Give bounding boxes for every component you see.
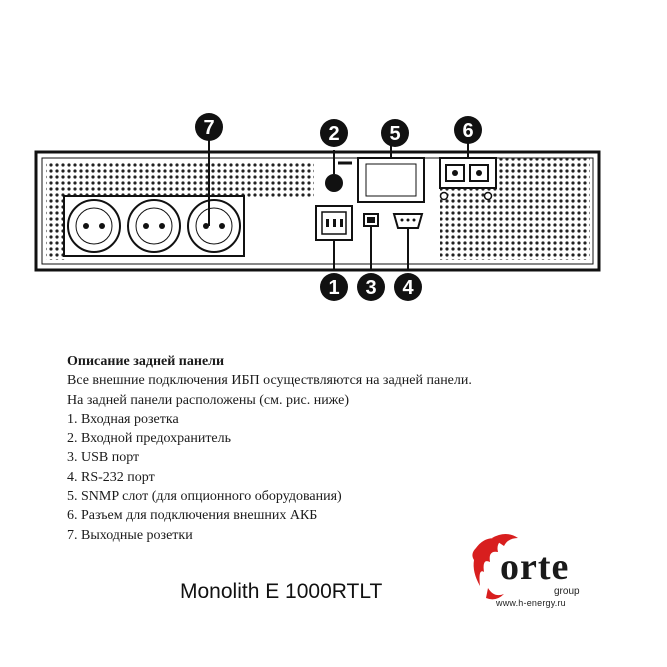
input-socket <box>316 206 352 240</box>
callout-5 <box>381 119 409 147</box>
model-name: Monolith E 1000RTLT <box>180 580 383 603</box>
callout-label: 1 <box>328 277 340 299</box>
description-line: 2. Входной предохранитель <box>67 431 232 447</box>
callout-6 <box>454 116 482 144</box>
callout-1 <box>320 273 348 301</box>
description-line: 3. USB порт <box>67 450 140 466</box>
rs232-port <box>394 214 422 228</box>
output-socket <box>128 200 180 252</box>
output-sockets <box>64 196 244 256</box>
description-heading: Описание задней панели <box>67 354 225 369</box>
output-socket <box>68 200 120 252</box>
callout-3 <box>357 273 385 301</box>
logo-website: www.h-energy.ru <box>496 598 566 608</box>
rear-panel-description <box>67 352 627 545</box>
description-line: 7. Выходные розетки <box>67 527 193 543</box>
callout-label: 2 <box>328 123 340 145</box>
usb-port <box>364 214 378 226</box>
description-line: 5. SNMP слот (для опционного оборудования) <box>67 489 342 505</box>
logo-word: orte <box>500 546 570 588</box>
callout-label: 5 <box>389 123 401 145</box>
callout-2 <box>320 119 348 147</box>
description-line: Все внешние подключения ИБП осуществляются на задней панели. <box>67 373 472 389</box>
description-line: 1. Входная розетка <box>67 411 179 427</box>
callout-7 <box>195 113 223 141</box>
callout-label: 6 <box>462 120 474 142</box>
callout-4 <box>394 273 422 301</box>
callout-label: 3 <box>365 277 377 299</box>
output-socket <box>188 200 240 252</box>
description-line: На задней панели расположены (см. рис. ниже) <box>67 392 350 408</box>
callout-label: 4 <box>402 277 414 299</box>
description-line: 4. RS-232 порт <box>67 469 155 485</box>
callout-label: 7 <box>203 117 215 139</box>
description-line: 6. Разъем для подключения внешних АКБ <box>67 508 318 524</box>
logo-group-label: group <box>554 586 580 597</box>
